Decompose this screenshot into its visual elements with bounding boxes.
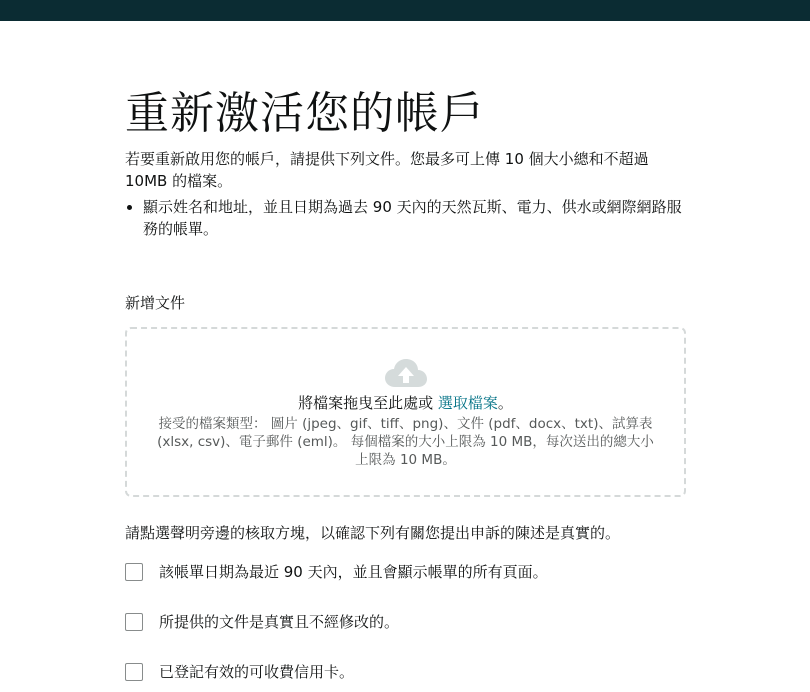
drop-text: 將檔案拖曳至此處或 [298, 394, 434, 412]
confirm-credit-card-checkbox-row[interactable] [125, 661, 690, 683]
checkbox[interactable] [125, 663, 143, 681]
checkbox-label: 該帳單日期為最近 90 天內，並且會顯示帳單的所有頁面。 [159, 563, 548, 581]
file-dropzone[interactable] [125, 327, 686, 497]
checkbox-label: 已登記有效的可收費信用卡。 [159, 663, 355, 681]
top-navigation-bar [0, 0, 810, 21]
confirm-instruction: 請點選聲明旁邊的核取方塊，以確認下列有關您提出申訴的陳述是真實的。 [125, 524, 621, 542]
reactivate-account-form [125, 88, 690, 683]
accepted-file-types-hint: 接受的檔案類型： 圖片 (jpeg、gif、tiff、png)、文件 (pdf、docx、txt)、試算表 (xlsx, csv)、電子郵件 (eml)。 每個檔案的大小上限為 10 MB，每次送出的總大小上限為 10 MB。 [157, 416, 654, 468]
confirm-authentic-docs-checkbox-row[interactable] [125, 611, 690, 633]
checkbox[interactable] [125, 563, 143, 581]
cloud-upload-icon [384, 357, 428, 389]
confirm-bill-date-checkbox-row[interactable] [125, 561, 690, 583]
select-file-link[interactable]: 選取檔案 [437, 394, 498, 412]
requirements-list [125, 196, 688, 240]
intro-text: 若要重新啟用您的帳戶，請提供下列文件。您最多可上傳 10 個大小總和不超過 10MB 的檔案。 [125, 150, 649, 190]
checkbox[interactable] [125, 613, 143, 631]
page-title: 重新激活您的帳戶 [125, 88, 485, 139]
drop-instruction [127, 393, 684, 413]
checkbox-label: 所提供的文件是真實且不經修改的。 [159, 613, 400, 631]
add-document-label: 新增文件 [125, 294, 186, 312]
drop-suffix: 。 [497, 394, 513, 412]
requirement-item: • 顯示姓名和地址，並且日期為過去 90 天內的天然瓦斯、電力、供水或網際網路服務的帳單。 [143, 196, 688, 240]
